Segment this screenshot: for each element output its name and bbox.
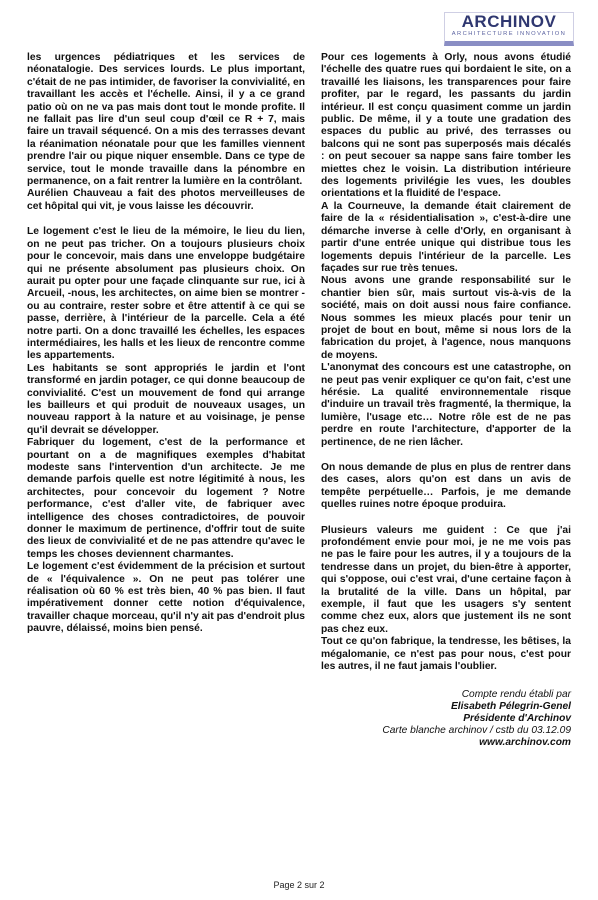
- signature-block: [321, 689, 571, 750]
- signature-website[interactable]: www.archinov.com: [479, 737, 571, 749]
- archinov-logo: [444, 12, 574, 46]
- right-column: [321, 52, 571, 750]
- paragraph: L'anonymat des concours est une catastrophe, on ne peut pas venir expliquer ce qu'on fait, c'est une hérésie. La qualité environnementale risque d'induire un travail très fragmenté, la thermique, la lumière, l'usage etc… Notre rôle est de ne pas perdre en route l'architecture, d'apporter de la pertinence, de ne rien lâcher.: [321, 362, 571, 448]
- paragraph: Aurélien Chauveau a fait des photos merveilleuses de cet hôpital qui vit, je vous laisse les découvrir.: [27, 188, 305, 212]
- paragraph: les urgences pédiatriques et les services de néonatalogie. Des services lourds. Le plus important, c'était de ne pas intimider, de favoriser la convivialité, en travaillant les accès et l'échelle. Ainsi, il y a ce grand patio où on ne va pas mais dont tout le monde profite. Il ne fallait pas lire d'un seul coup d'œil ce R + 7, mais faire un travail séquencé. On a mis des terrasses devant la réanimation néonatale pour que les familles viennent prendre l'air ou pique niquer ensemble. Dans ce type de service, tout le monde travaille dans la pénombre en permanence, on a fait rentrer la lumière en la contrôlant.: [27, 52, 305, 188]
- paragraph: Fabriquer du logement, c'est de la performance et pourtant on a de magnifiques exemples d'habitat modeste sans l'intervention d'un architecte. Je me demande parfois quelle est notre légitimité à nous, les architectes, pour concevoir du logement ? Notre performance, c'est d'aller vite, de fabriquer avec intelligence des choses contradictoires, de pouvoir donner le maximum de pertinence, d'offrir tout de suite des lieux de convivialité et de ne pas attendre qu'avec le temps les choses deviennent charmantes.: [27, 437, 305, 560]
- signature-role: Présidente d'Archinov: [463, 712, 571, 724]
- paragraph: Tout ce qu'on fabrique, la tendresse, les bêtises, la mégalomanie, ce n'est pas pour nous, c'est pour les autres, il ne faut jamais l'oublier.: [321, 636, 571, 673]
- paragraph: Le logement c'est le lieu de la mémoire, le lieu du lien, on ne peut pas tricher. On a toujours plusieurs choix pour le concevoir, mais dans une enveloppe budgétaire qui ne présente absolument pas plusieurs choix. On aurait pu opter pour une façade clinquante sur rue, ici à Arcueil, -nous, les architectes, on aime bien se montrer - ou au contraire, rester sobre et être attentif à ce qui se passe, derrière, à l'intérieur de la parcelle. Cela a été notre parti. On a donc travaillé les échelles, les espaces intermédiaires, les halls et les lieux de rencontre comme les appartements.: [27, 226, 305, 362]
- paragraph: Plusieurs valeurs me guident : Ce que j'ai profondément envie pour moi, je ne me vois pas ne pas le faire pour les autres, il y a toujours de la tendresse dans un projet, du bien-être à apporter, qui s'oppose, oui c'est vrai, d'une certaine façon à la brutalité de la ville. Dans un hôpital, par exemple, il faut que les usagers s'y sentent comme chez eux, alors que justement ils ne sont pas chez eux.: [321, 524, 571, 635]
- paragraph: Le logement c'est évidemment de la précision et surtout de « l'équivalence ». On ne peut pas tolérer une réalisation où 60 % est très bien, 40 % pas bien. Il faut impérativement donner cette notion d'équivalence, travailler chaque morceau, qu'il n'y ait pas d'endroit plus pauvre, délaissé, moins bien pensé.: [27, 561, 305, 635]
- logo-subtitle: ARCHITECTURE INNOVATION: [451, 31, 567, 37]
- paragraph: Pour ces logements à Orly, nous avons étudié l'échelle des quatre rues qui bordaient le site, on a travaillé les liaisons, les transparences pour faire profiter, par le regard, les passants du jardin intérieur. Il est conçu quasiment comme un jardin public. De même, il y a toute une gradation des espaces du public au privé, des terrasses ou balcons qui ne sont pas superposés mais décalés : on peut secouer sa nappe sans faire tomber les miettes chez le voisin. La distribution intérieure des logements privilégie les vues, les doubles orientations et la fluidité de l'espace.: [321, 52, 571, 200]
- paragraph: Nous avons une grande responsabilité sur le chantier bien sûr, mais surtout vis-à-vis de la société, mais on doit aussi nous faire confiance. Nous sommes les mieux placés pour tenir un projet de bout en bout, même si nous lors de la fabrication du projet, à l'agence, nous manquons de moyens.: [321, 275, 571, 361]
- paragraph: A la Courneuve, la demande était clairement de faire de la « résidentialisation », c'est-à-dire une démarche inverse à celle d'Orly, en organisant à partir d'une entrée unique qui distribue tous les logements depuis l'intérieur de la parcelle. Les façades sur rue très tenues.: [321, 200, 571, 274]
- signature-author: Elisabeth Pélegrin-Genel: [450, 700, 571, 712]
- signature-intro: Compte rendu établi par: [461, 688, 571, 700]
- paragraph: Les habitants se sont appropriés le jardin et l'ont transformé en jardin potager, ce qui donne beaucoup de convivialité. C'est un mouvement de fond qui arrange les bailleurs et qui produit de nouveaux usages, un nouveau rapport à la nature et au voisinage, je pense qu'il devrait se développer.: [27, 362, 305, 436]
- signature-event: Carte blanche archinov / cstb du 03.12.09: [382, 725, 571, 737]
- page-number: Page 2 sur 2: [273, 880, 325, 890]
- paragraph: On nous demande de plus en plus de rentrer dans des cases, alors qu'on est dans un avis de tempête perpétuelle… Parfois, je me demande quelles ruines notre époque produira.: [321, 462, 571, 511]
- logo-title: ARCHINOV: [461, 12, 557, 31]
- left-column: [27, 52, 305, 636]
